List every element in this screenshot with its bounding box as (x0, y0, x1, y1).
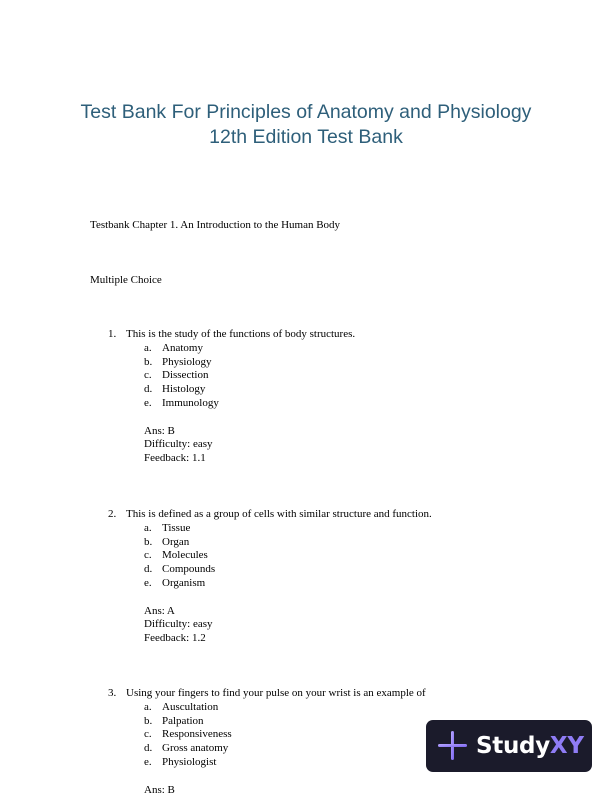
option-letter: d. (144, 563, 153, 576)
option-letter: c. (144, 369, 152, 382)
feedback-reference: Feedback: 1.1 (144, 452, 206, 465)
question-stem (108, 687, 426, 701)
option-letter: e. (144, 396, 152, 409)
option-text: Physiologist (162, 755, 217, 768)
section-heading: Multiple Choice (90, 274, 162, 286)
title-line-2: 12th Edition Test Bank (209, 126, 403, 148)
option-text: Molecules (162, 549, 208, 562)
studyxy-badge[interactable] (426, 720, 592, 772)
option-letter: b. (144, 355, 153, 368)
title-line-1: Test Bank For Principles of Anatomy and Physiology (80, 101, 532, 123)
option-a (108, 522, 213, 536)
option-b (108, 714, 204, 729)
option-letter: b. (144, 714, 153, 727)
option-a (108, 700, 219, 715)
feedback-reference: Feedback: 1.2 (144, 632, 206, 645)
option-text: Immunology (162, 396, 219, 409)
option-letter: a. (144, 700, 152, 713)
question-text: Using your fingers to find your pulse on your wrist is an example of (126, 687, 426, 699)
option-letter: d. (144, 383, 153, 396)
option-letter: e. (144, 755, 152, 768)
option-b (108, 356, 213, 370)
option-list (108, 700, 232, 770)
option-list (108, 521, 216, 591)
question-number: 3. (108, 687, 117, 699)
answer-key: Ans: B (144, 424, 175, 437)
question-stem (108, 508, 432, 522)
option-text: Tissue (162, 521, 191, 534)
option-text: Gross anatomy (162, 742, 229, 755)
difficulty-level: Difficulty: easy (144, 618, 213, 631)
option-list (108, 341, 219, 411)
option-b (108, 536, 213, 550)
question-3 (108, 687, 426, 797)
brand-name-part-2: XY (549, 733, 584, 759)
chapter-heading: Testbank Chapter 1. An Introduction to the Human Body (90, 219, 341, 231)
option-text: Physiology (162, 355, 212, 368)
option-letter: a. (144, 521, 152, 534)
question-2 (108, 508, 432, 646)
option-a (108, 342, 213, 356)
option-text: Dissection (162, 369, 209, 382)
answer-key: Ans: B (144, 783, 175, 796)
question-number: 1. (108, 328, 117, 340)
option-text: Histology (162, 383, 206, 396)
difficulty-level: Difficulty: easy (144, 438, 213, 451)
option-e (108, 755, 217, 770)
option-e (108, 577, 213, 591)
option-letter: b. (144, 535, 153, 548)
option-d (108, 742, 229, 756)
option-d (108, 383, 213, 397)
option-d (108, 563, 216, 577)
option-text: Anatomy (162, 341, 203, 354)
option-text: Responsiveness (162, 728, 232, 741)
answer-key: Ans: A (144, 604, 175, 617)
option-c (108, 369, 213, 383)
brand-name-part-1: Study (476, 733, 550, 759)
option-c (108, 728, 232, 742)
question-text: This is the study of the functions of body structures. (126, 328, 356, 340)
option-text: Palpation (162, 714, 204, 727)
answer-block (108, 425, 213, 466)
question-stem (108, 328, 356, 342)
option-letter: d. (144, 742, 153, 755)
option-e (108, 396, 219, 411)
plus-icon (437, 730, 468, 761)
option-text: Compounds (162, 563, 216, 576)
document-title (0, 100, 612, 150)
option-c (108, 549, 213, 563)
option-text: Auscultation (162, 700, 219, 713)
question-number: 2. (108, 508, 117, 520)
option-text: Organism (162, 576, 206, 589)
answer-block (108, 605, 213, 646)
option-letter: c. (144, 549, 152, 562)
question-text: This is defined as a group of cells with similar structure and function. (126, 508, 432, 520)
option-letter: e. (144, 576, 152, 589)
question-1 (108, 328, 356, 466)
option-letter: a. (144, 341, 152, 354)
answer-block (108, 784, 175, 797)
brand-name (476, 732, 584, 760)
option-letter: c. (144, 728, 152, 741)
option-text: Organ (162, 535, 190, 548)
